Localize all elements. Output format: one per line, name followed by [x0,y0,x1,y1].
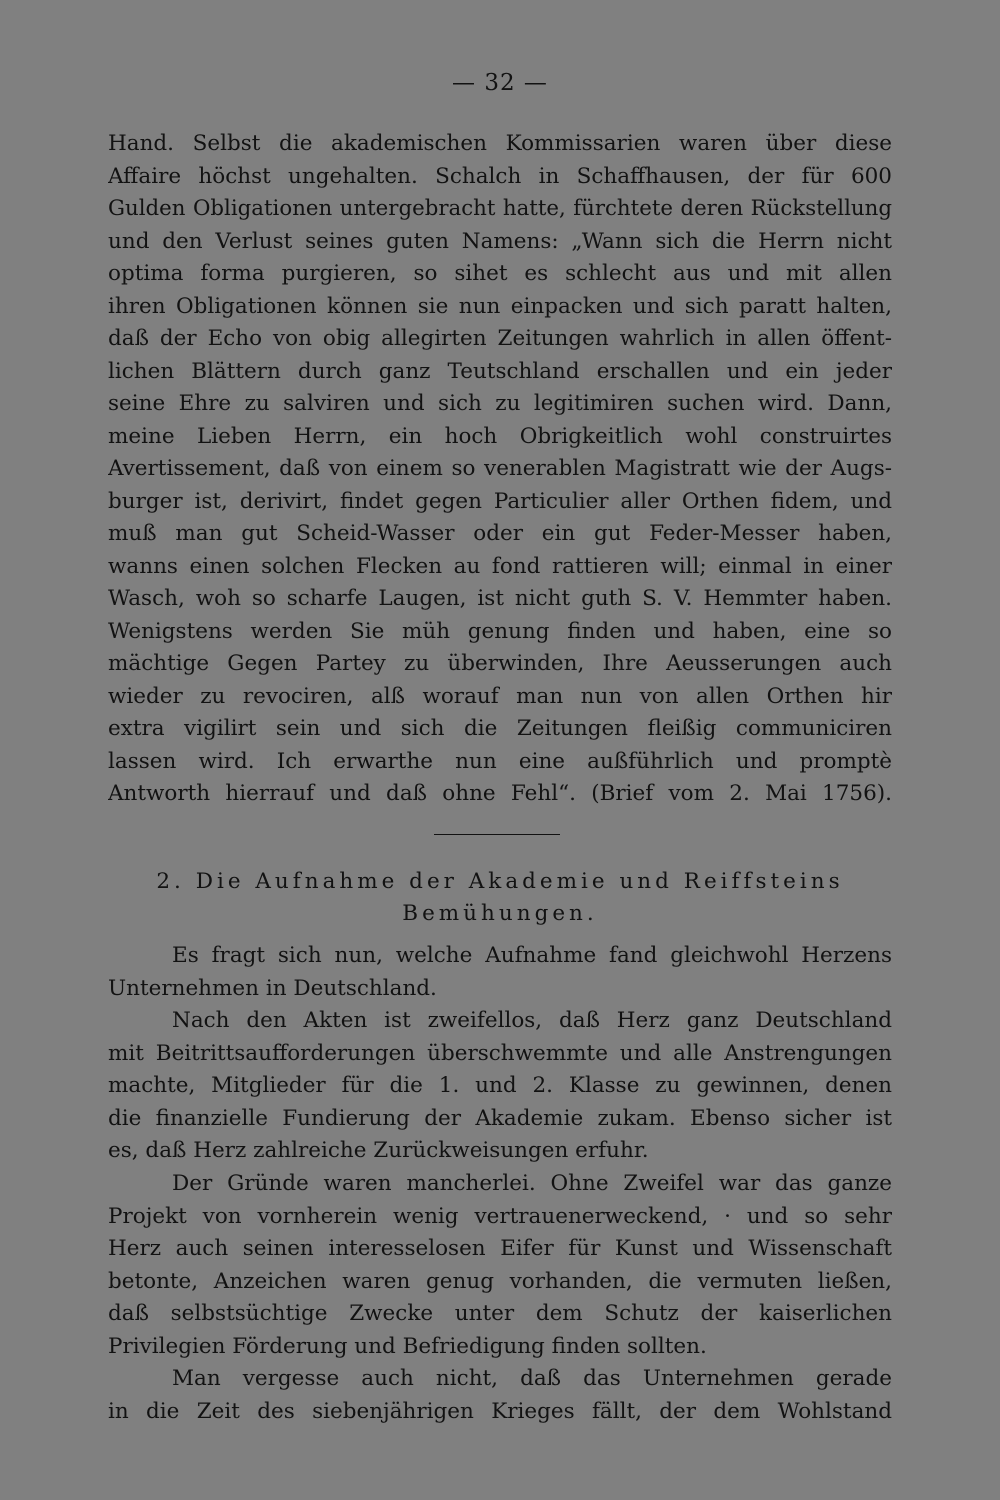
text-line: Avertissement, daß von einem so venerablen Magistratt wie der Augs- [108,456,892,481]
text-line: meine Lieben Herrn, ein hoch Obrigkeitlich wohl construirtes [108,423,892,449]
text-line: mit Beitrittsaufforderungen überschwemmte und alle Anstrengungen [108,1040,892,1066]
text-line: Man vergesse auch nicht, daß das Unternehmen gerade [172,1366,892,1391]
text-line: lichen Blättern durch ganz Teutschland erschallen und ein jeder [108,358,892,384]
section-heading [108,866,892,930]
paragraph [108,940,892,1005]
text-line: und den Verlust seines guten Namens: „Wann sich die Herrn nicht [108,228,892,254]
text-line: burger ist, derivirt, findet gegen Particulier aller Orthen fidem, und [108,488,892,514]
text-line: ihren Obligationen können sie nun einpacken und sich paratt halten, [108,293,892,319]
text-line: Hand. Selbst die akademischen Kommissarien waren über diese [108,131,892,156]
paragraph [108,1005,892,1168]
text-line: wanns einen solchen Flecken au fond rattieren will; einmal in einer [108,553,892,579]
text-line: betonte, Anzeichen waren genug vorhanden, die vermuten ließen, [108,1268,892,1294]
text-line: lassen wird. Ich erwarthe nun eine außführlich und promptè [108,748,892,774]
section-heading-line: Bemühungen. [402,901,598,926]
quotation-paragraph [108,128,892,811]
text-line: Wasch, woh so scharfe Laugen, ist nicht guth S. V. Hemmter haben. [108,586,892,611]
text-line: muß man gut Scheid-Wasser oder ein gut Feder-Messer haben, [108,521,892,546]
section-heading-line: 2. Die Aufnahme der Akademie und Reiffsteins [156,869,844,894]
text-line: extra vigilirt sein und sich die Zeitungen fleißig communiciren [108,716,892,741]
text-line: mächtige Gegen Partey zu überwinden, Ihre Aeusserungen auch [108,651,892,676]
paragraph [108,1168,892,1363]
text-line: Herz auch seinen interesselosen Eifer für Kunst und Wissenschaft [108,1236,892,1261]
text-line: es, daß Herz zahlreiche Zurückweisungen erfuhr. [108,1138,649,1163]
text-line: Unternehmen in Deutschland. [108,975,437,1001]
text-line: Der Gründe waren mancherlei. Ohne Zweifel war das ganze [172,1171,892,1196]
text-line: wieder zu revociren, alß worauf man nun von allen Orthen hir [108,683,892,709]
text-line: Gulden Obligationen untergebracht hatte, fürchtete deren Rückstellung [108,196,892,221]
text-line: daß selbstsüchtige Zwecke unter dem Schutz der kaiserlichen [108,1301,892,1326]
text-line: machte, Mitglieder für die 1. und 2. Klasse zu gewinnen, denen [108,1073,892,1098]
text-line: die finanzielle Fundierung der Akademie zukam. Ebenso sicher ist [108,1105,892,1131]
section-divider [434,834,560,835]
text-line: Privilegien Förderung und Befriedigung finden sollten. [108,1333,707,1359]
text-line: optima forma purgieren, so sihet es schlecht aus und mit allen [108,261,892,286]
text-line: Projekt von vornherein wenig vertrauenerweckend, · und so sehr [108,1203,892,1229]
text-line: Affaire höchst ungehalten. Schalch in Schaffhausen, der für 600 [108,163,892,189]
text-line: Wenigstens werden Sie müh genung finden und haben, eine so [108,618,892,644]
page-number: — 32 — [452,70,548,96]
text-line: daß der Echo von obig allegirten Zeitungen wahrlich in allen öffent- [108,326,892,351]
text-line: Es fragt sich nun, welche Aufnahme fand gleichwohl Herzens [172,943,892,968]
text-line: Nach den Akten ist zweifellos, daß Herz ganz Deutschland [172,1008,892,1033]
text-line: seine Ehre zu salviren und sich zu legitimiren suchen wird. Dann, [108,391,892,416]
text-line: Antworth hierrauf und daß ohne Fehl“. (Brief vom 2. Mai 1756). [108,781,892,806]
paragraph [108,1363,892,1428]
text-line: in die Zeit des siebenjährigen Krieges fällt, der dem Wohlstand [108,1398,892,1424]
